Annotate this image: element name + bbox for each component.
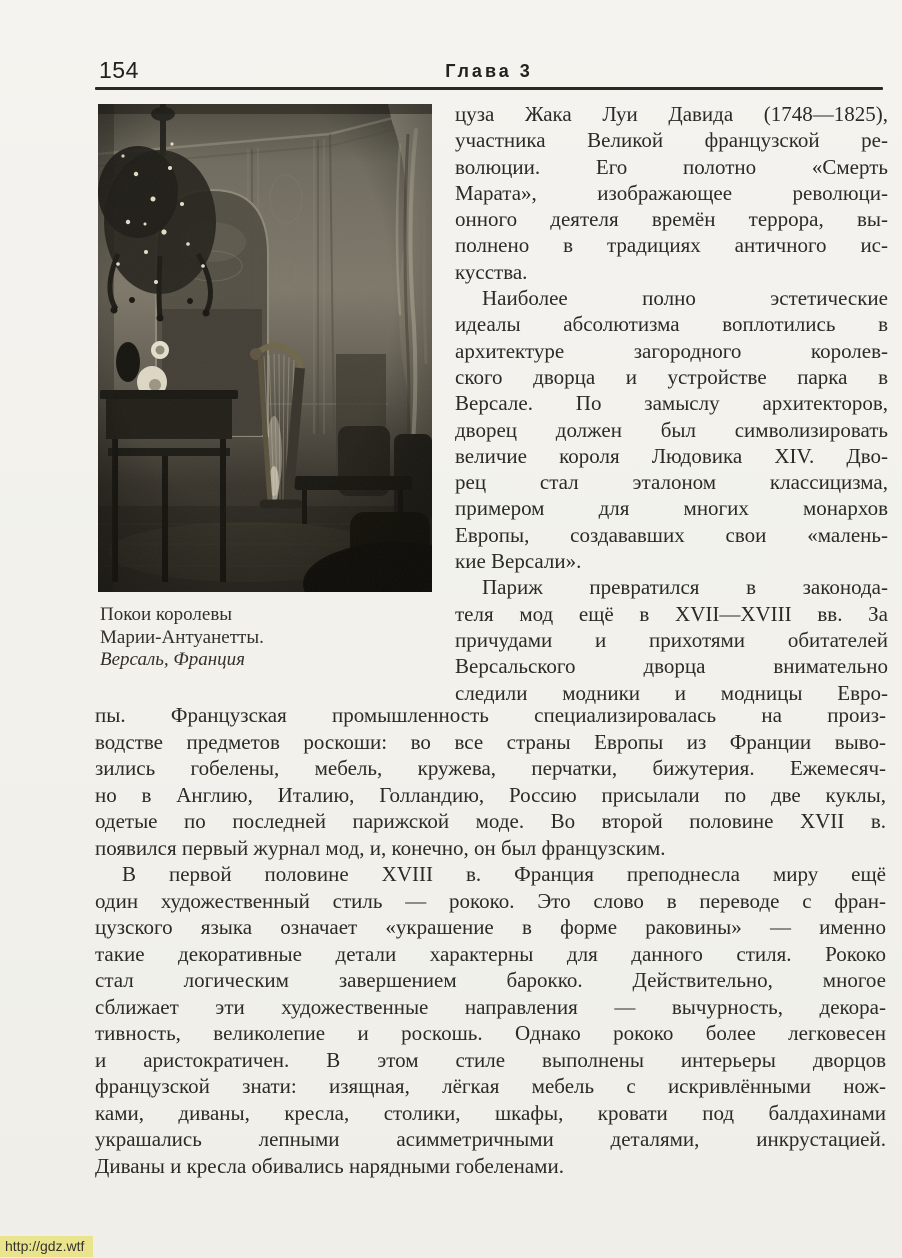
text-line: Версальского дворца внимательно [455, 654, 888, 679]
room-photo-art [98, 104, 432, 592]
text-line: сближает эти художественные направления — вычурность, декора- [95, 994, 886, 1019]
text-line: В первой половине XVIII в. Франция преподнесла миру ещё [122, 862, 886, 886]
text-line: ского дворца и устройстве парка в [455, 364, 888, 389]
text-line: кие Версали». [455, 549, 582, 574]
text-line: Марии-Антуанетты. [100, 626, 264, 648]
text-line: примером для многих монархов [455, 496, 888, 521]
text-line: архитектуре загородного королев- [455, 338, 888, 363]
text-line: ками, диваны, кресла, столики, шкафы, кровати под балдахинами [95, 1100, 886, 1125]
text-line: полнено в традициях античного ис- [455, 233, 888, 258]
text-line: цуза Жака Луи Давида (1748—1825), [455, 102, 888, 126]
text-line: рец стал эталоном классицизма, [455, 470, 888, 495]
text-line: кусства. [455, 259, 528, 284]
text-line: участника Великой французской ре- [455, 128, 888, 153]
text-line: появился первый журнал мод, и, конечно, он был французским. [95, 835, 666, 860]
text-line: цузского языка означает «украшение в форме раковины» — именно [95, 915, 886, 939]
paragraph [455, 574, 888, 705]
text-line: зились гобелены, мебель, кружева, перчатки, бижутерия. Ежемесяч- [95, 756, 886, 780]
text-line: Покои королевы [100, 604, 233, 625]
text-line: Диваны и кресла обивались нарядными гобеленами. [95, 1153, 564, 1178]
text-line: но в Англию, Италию, Голландию, Россию присылали по две куклы, [95, 782, 886, 807]
body-text-column [455, 101, 888, 706]
body-text-fullwidth [95, 702, 886, 1179]
watermark-url: http://gdz.wtf [0, 1236, 93, 1257]
text-line: Марата», изображающее революци- [455, 180, 888, 205]
text-line: тивность, великолепие и роскошь. Однако рококо более легковесен [95, 1021, 886, 1045]
text-line: Европы, создававших свои «малень- [455, 522, 888, 547]
text-line: величие короля Людовика XIV. Дво- [455, 443, 888, 468]
versailles-room-photo [98, 104, 432, 592]
text-line: следили модники и модницы Евро- [455, 680, 888, 705]
text-line: Париж превратился в законода- [482, 575, 888, 600]
text-line: такие декоративные детали характерны для данного стиля. Рококо [95, 941, 886, 966]
page-number: 154 [99, 57, 139, 83]
text-line: Версале. По замыслу архитекторов, [455, 391, 888, 416]
paragraph [455, 101, 888, 285]
chapter-title: Глава 3 [445, 61, 533, 81]
header-rule [95, 87, 883, 90]
text-line: один художественный стиль — рококо. Это слово в переводе с фран- [95, 888, 886, 913]
text-line: причудами и прихотями обитателей [455, 627, 888, 652]
text-line: волюции. Его полотно «Смерть [455, 154, 888, 179]
text-line: пы. Французская промышленность специализировалась на произ- [95, 703, 886, 727]
text-line: стал логическим завершением барокко. Действительно, многое [95, 968, 886, 992]
text-line: украшались лепными асимметричными деталями, инкрустацией. [95, 1127, 886, 1151]
paragraph [95, 702, 886, 861]
text-line: французской знати: изящная, лёгкая мебель с искривлёнными нож- [95, 1074, 886, 1098]
figure-caption-source: Версаль, Франция [100, 649, 245, 670]
paragraph [95, 861, 886, 1179]
text-line: теля мод ещё в XVII—XVIII вв. За [455, 601, 888, 626]
paragraph [455, 285, 888, 574]
figure-caption [100, 604, 430, 649]
text-line: Наиболее полно эстетические [482, 286, 888, 311]
text-line: идеалы абсолютизма воплотились в [455, 312, 888, 337]
text-line: онного деятеля времён террора, вы- [455, 207, 888, 232]
text-line: водстве предметов роскоши: во все страны Европы из Франции выво- [95, 729, 886, 754]
text-line: дворец должен был символизировать [455, 417, 888, 442]
text-line: и аристократичен. В этом стиле выполнены интерьеры дворцов [95, 1047, 886, 1072]
text-line: одетые по последней парижской моде. Во второй половине XVII в. [95, 809, 886, 833]
